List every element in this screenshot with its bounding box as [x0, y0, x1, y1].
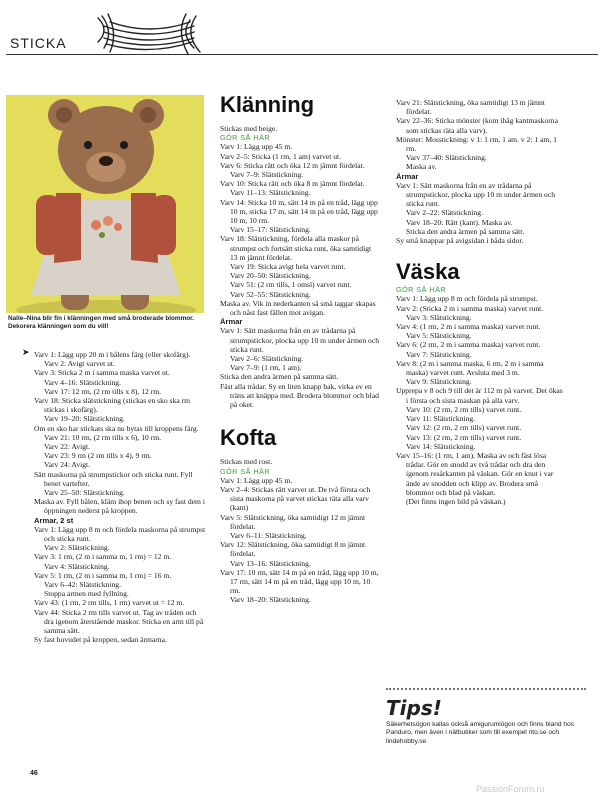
- text-line: Varv 3: Slätstickning.: [406, 312, 472, 322]
- kofta-title: Kofta: [220, 425, 277, 451]
- text-line: Varv 12: (2 rm, 2 rm tills) varvet runt.: [406, 423, 522, 433]
- text-line: Varv 22: Avigt.: [44, 442, 91, 452]
- text-line: Varv 4: Slätstickning.: [44, 561, 110, 571]
- column-1: [22, 348, 206, 645]
- yarn-skein-icon: [90, 8, 210, 60]
- text-line: Sätt maskorna på strumpstickor och sticka runt. Fyll benet vartefter.: [34, 469, 193, 488]
- text-line: Varv 7–9: (1 rm, 1 am).: [230, 363, 302, 373]
- text-line: Varv 18–20: Rätt (kant). Maska av.: [406, 217, 513, 227]
- text-line: (Det finns ingen bild på väskan.): [406, 496, 506, 506]
- text-line: Varv 11–13: Slätstickning.: [230, 188, 311, 198]
- text-line: Varv 1: Lägg upp 45 m.: [220, 475, 293, 485]
- subsection-heading: Ärmar: [220, 317, 243, 327]
- text-line: Varv 2–22: Slätstickning.: [406, 208, 483, 218]
- text-line: Varv 10: Sticka rätt och öka 8 m jämnt fördelat.: [220, 179, 365, 189]
- text-line: Varv 37–40: Slätstickning.: [406, 153, 487, 163]
- text-line: Varv 5: 1 rm, (2 m i samma m, 1 rm) = 16 m.: [34, 570, 172, 580]
- text-line: Varv 2: Slätstickning.: [44, 543, 110, 553]
- text-line: Mönster: Mosstickning: v 1: 1 rm, 1 am. v 2: 1 am, 1 rm.: [396, 134, 557, 154]
- dotted-divider: [386, 688, 586, 691]
- klanning-title: Klänning: [220, 92, 315, 117]
- text-line: Varv 8: (2 m i samma maska, 6 rm, 2 m i samma maska) varvet runt. Avsluta med 3 m.: [396, 358, 544, 378]
- text-line: Varv 1: Lägg upp 8 m och fördela maskorna på strumpst och sticka runt.: [34, 524, 206, 544]
- text-line: Varv 1: Lägg upp 20 m i bålens färg (eller skofärg).: [34, 350, 191, 359]
- text-line: Varv 6: Sticka rätt och öka 12 m jämnt fördelat.: [220, 160, 365, 170]
- text-line: Varv 5: Slätstickning, öka samtidigt 12 m jämnt fördelat.: [220, 512, 366, 531]
- text-line: Varv 1: Lägg upp 8 m och fördela på strumpst.: [396, 294, 538, 304]
- tips-title: Tips!: [386, 696, 442, 720]
- text-line: Varv 25–50: Slätstickning.: [44, 488, 125, 498]
- text-line: Varv 2–4: Stickas rätt varvet ut. De två första och sista maskorna på varvet stickas räta alla varv (kant): [220, 484, 371, 513]
- text-line: Varv 7–9: Slätstickning.: [230, 170, 304, 180]
- teddy-bear-photo: [6, 95, 204, 313]
- text-line: Varv 18: Sticka slätstickning (stickas en sko ska rm stickas i skofärg).: [34, 396, 191, 415]
- text-line: Varv 6–11: Slätstickning.: [230, 530, 307, 540]
- klanning-subheading: GÖR SÅ HÄR: [220, 133, 271, 143]
- text-line: Varv 17: 10 rm, sätt 14 m på en tråd, lägg upp 10 m, 17 rm, sätt 14 m på en tråd, lägg upp 10 m, 10 rm.: [220, 567, 379, 596]
- text-line: Varv 1: Sätt maskorna från en av trådarna på strumpstickor, plocka upp 10 m under ärmen och sticka runt.: [220, 326, 380, 354]
- text-line: Varv 19: Sticka avigt hela varvet runt.: [230, 262, 346, 272]
- text-line: Varv 12: Slätstickning, öka samtidigt 8 m jämnt fördelat.: [220, 540, 366, 559]
- text-line: Maska av.: [406, 162, 437, 172]
- text-line: Varv 7: Slätstickning.: [406, 349, 472, 359]
- text-line: Varv 19–20: Slätstickning.: [44, 414, 125, 424]
- tips-text: Säkerhetsögon kallas också amigurumiögon och finns bland hos Panduro, men även i nätbutiker som till exempel rito.se och lindehobby.se: [386, 721, 575, 745]
- text-line: Varv 18–20: Slätstickning.: [230, 595, 311, 605]
- text-line: Om en sko har stickats ska nu bytas till kroppens färg.: [34, 423, 199, 433]
- text-line: Varv 6–42: Slätstickning.: [44, 580, 121, 590]
- text-line: Maska av. Fyll bålen, kläm ihop benen och sy fast dem i öppningen nederst på kroppen.: [34, 497, 205, 516]
- text-line: Sy små knappar på avigsidan i båda sidor.: [396, 236, 524, 246]
- text-line: Varv 52–55: Slätstickning.: [230, 289, 311, 299]
- text-line: Varv 2–5: Sticka (1 rm, 1 am) varvet ut.: [220, 151, 342, 161]
- text-line: Varv 13: (2 rm, 2 rm tills) varvet runt.: [406, 432, 522, 442]
- text-line: Maska av. Vik in nederkanten så små taggar skapas och nåst fast fållen mot avigan.: [220, 298, 376, 318]
- text-line: Sticka den andra ärmen på samma sätt.: [406, 226, 525, 236]
- text-line: Varv 3: 1 rm, (2 m i samma m, 1 rm) = 12 m.: [34, 552, 172, 562]
- text-line: Varv 20–50: Slätstickning.: [230, 271, 311, 281]
- text-line: Varv 14: Sticka 10 m, sätt 14 m på en tråd, lägg upp 10 m, sticka 17 m, sätt 14 m på en tråd, lägg upp 10 m, 10 rm.: [220, 197, 378, 226]
- subsection-heading: Ärmar: [396, 171, 419, 181]
- vaska-subheading: GÖR SÅ HÄR: [396, 285, 447, 295]
- text-line: Varv 21: 10 rm, (2 rm tills x 6), 10 rm.: [44, 432, 162, 442]
- text-line: Varv 4: (1 rm, 2 m i samma maska) varvet runt.: [396, 322, 541, 332]
- text-line: Varv 11: Slätstickning.: [406, 414, 476, 424]
- watermark: PassionForum.ru: [476, 784, 545, 794]
- photo-caption: Nalle–Nina blir fin i klänningen med små broderade blommor. Dekorera klänningen som du vill!: [8, 315, 195, 331]
- text-line: Varv 13–16: Slätstickning.: [230, 558, 311, 568]
- text-line: Varv 2: Avigt varvet ut.: [44, 359, 115, 369]
- text-line: Varv 43: (1 rm, 2 rm tills, 1 rm) varvet ut = 12 m.: [34, 598, 185, 608]
- section-label: STICKA: [10, 35, 67, 51]
- text-line: Varv 5: Slätstickning.: [406, 331, 472, 341]
- text-line: Sy fast huvudet på kroppen, sedan ärmarna.: [34, 635, 167, 645]
- text-line: Varv 2–6: Slätstickning.: [230, 354, 304, 364]
- text-line: Varv 15–16: (1 rm, 1 am). Maska av och fäst lösa trådar. Gör en snodd av två trådar och dra den igenom resårkanten på väskan. Gör en knut i var ände av snodden och klipp av. Brodera små blommor och blad på väskan.: [396, 450, 554, 497]
- text-line: Varv 18: Slätstickning, fördela alla maskor på strumpst och fortsätt sticka runt, öka samtidigt 13 m jämnt fördelat.: [220, 234, 372, 262]
- text-line: Varv 14: Slätstickning.: [406, 441, 476, 451]
- text-line: Varv 1: Lägg upp 45 m.: [220, 142, 293, 152]
- text-line: Varv 9: Slätstickning.: [406, 377, 472, 387]
- kofta-intro: Stickas med rost.: [220, 457, 273, 467]
- text-line: Fäst alla trådar. Sy en liten knapp bak, virka ev en träns att knäppa med. Brodera blommor och blad på oket.: [220, 381, 379, 410]
- text-line: Varv 3: Sticka 2 m i samma maska varvet ut.: [34, 368, 170, 378]
- klanning-intro: Stickas med beige.: [220, 124, 278, 133]
- text-line: Varv 6: (2 rm, 2 m i samma maska) varvet runt.: [396, 340, 541, 350]
- subsection-heading: Armar, 2 st: [34, 515, 74, 525]
- column-2: [220, 92, 380, 605]
- text-line: Varv 51: (2 rm tills, 1 omsl) varvet runt.: [230, 280, 352, 290]
- text-line: Varv 10: (2 rm, 2 rm tills) varvet runt.: [406, 404, 522, 414]
- text-line: Upprepa v 8 och 9 till det är 112 m på varvet. Det ökas i första och sista maskan på alla varv.: [396, 386, 563, 405]
- text-line: Varv 23: 9 rm (2 rm tills x 4), 9 rm.: [44, 451, 152, 461]
- kofta-subheading: GÖR SÅ HÄR: [220, 466, 271, 476]
- text-line: Varv 15–17: Slätstickning.: [230, 225, 311, 235]
- column-3: [396, 98, 566, 506]
- text-line: Varv 22–36: Sticka mönster (kom ihåg kantmaskorna som stickas räta alla varv).: [396, 116, 558, 135]
- text-line: Varv 17: 12 rm, (2 rm tills x 8), 12 rm.: [44, 386, 162, 396]
- tips-box: [386, 688, 598, 746]
- text-line: Stoppa armen med fyllning.: [44, 589, 129, 599]
- text-line: Varv 2: (Sticka 2 m i samma maska) varvet runt.: [396, 303, 544, 313]
- arrow-icon: ➤: [22, 348, 30, 358]
- text-line: Varv 1: Sätt maskorna från en av trådarna på strumpstickor, plocka upp 10 m under ärmen och sticka runt.: [396, 180, 556, 209]
- text-line: Varv 44: Sticka 2 rm tills varvet ut. Tag av tråden och dra igenom återstående maskor. Sticka en arm till på samma sätt.: [34, 607, 204, 636]
- page-number: 46: [30, 770, 38, 777]
- text-line: Varv 21: Slätstickning, öka samtidigt 13 m jämnt fördelat.: [396, 98, 545, 117]
- text-line: Varv 4–16: Slätstickning.: [44, 377, 121, 387]
- text-line: Sticka den andra ärmen på samma sätt.: [220, 372, 339, 382]
- vaska-title: Väska: [396, 259, 460, 285]
- text-line: Varv 24: Avigt.: [44, 460, 91, 470]
